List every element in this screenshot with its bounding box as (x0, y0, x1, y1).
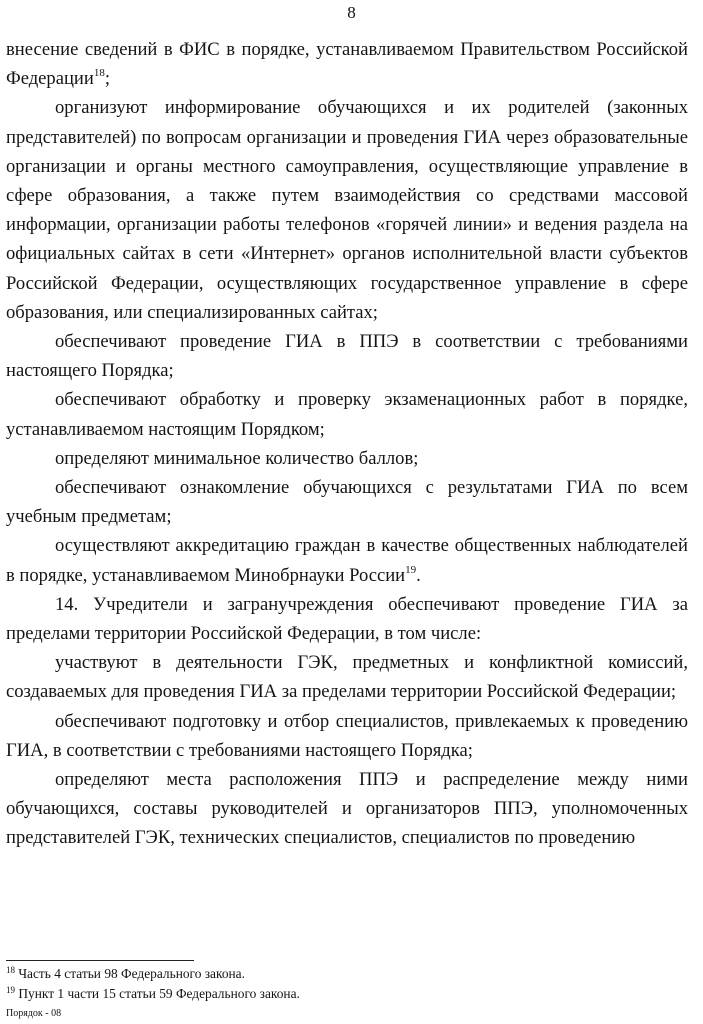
footnote-ref-19: 19 (405, 563, 417, 576)
footnote-19 (6, 984, 688, 1004)
paragraph-text: внесение сведений в ФИС в порядке, устанавливаемом Правительством Российской Федерации (6, 39, 688, 90)
footnote-18 (6, 964, 688, 984)
footnote-text: Пункт 1 части 15 статьи 59 Федерального закона. (15, 985, 300, 1001)
paragraph-1 (6, 35, 688, 93)
footnote-number: 18 (6, 965, 15, 975)
paragraph-3: обеспечивают проведение ГИА в ППЭ в соответствии с требованиями настоящего Порядка; (6, 331, 688, 382)
paragraph-4: обеспечивают обработку и проверку экзаменационных работ в порядке, устанавливаемом настоящим Порядком; (6, 389, 688, 440)
paragraph-7 (6, 531, 688, 589)
paragraph-tail: ; (104, 68, 110, 90)
footnote-text: Часть 4 статьи 98 Федерального закона. (15, 966, 245, 981)
paragraph-2: организуют информирование обучающихся и их родителей (законных представителей) по вопросам организации и проведения ГИА через образовательные организации и органы местного самоуправления, осуществляющие управление в сфере образования, а также путем взаимодействия со средствами массовой информации, организации работы телефонов «горячей линии» и ведения раздела на официальных сайтах в сети «Интернет» органов исполнительной власти субъектов Российской Федерации, осуществляющих государственное управление в сфере образования, или специализированных сайтах; (6, 97, 688, 323)
paragraph-6: обеспечивают ознакомление обучающихся с результатами ГИА по всем учебным предметам; (6, 477, 688, 528)
paragraph-11: определяют места расположения ППЭ и распределение между ними обучающихся, составы руководителей и организаторов ППЭ, уполномоченных представителей ГЭК, технических специалистов, специалистов по проведению (6, 769, 688, 849)
page-number: 8 (347, 3, 356, 22)
paragraph-tail: . (416, 564, 421, 586)
paragraph-9: участвуют в деятельности ГЭК, предметных и конфликтной комиссий, создаваемых для проведения ГИА за пределами территории Российской Федерации; (6, 652, 688, 703)
paragraph-5: определяют минимальное количество баллов; (55, 447, 419, 469)
footnote-number: 19 (6, 984, 15, 995)
footnote-separator (6, 960, 194, 961)
paragraph-text: осуществляют аккредитацию граждан в качестве общественных наблюдателей в порядке, устанавливаемом Минобрнауки России (6, 535, 688, 586)
footnote-ref-18: 18 (93, 67, 105, 80)
document-code: Порядок - 08 (6, 1008, 62, 1019)
paragraph-10: обеспечивают подготовку и отбор специалистов, привлекаемых к проведению ГИА, в соответствии с требованиями настоящего Порядка; (6, 710, 688, 761)
footnotes (6, 964, 688, 1003)
section-14-heading: 14. Учредители и загранучреждения обеспечивают проведение ГИА за пределами территории Российской Федерации, в том числе: (6, 593, 688, 645)
document-body (6, 35, 688, 853)
